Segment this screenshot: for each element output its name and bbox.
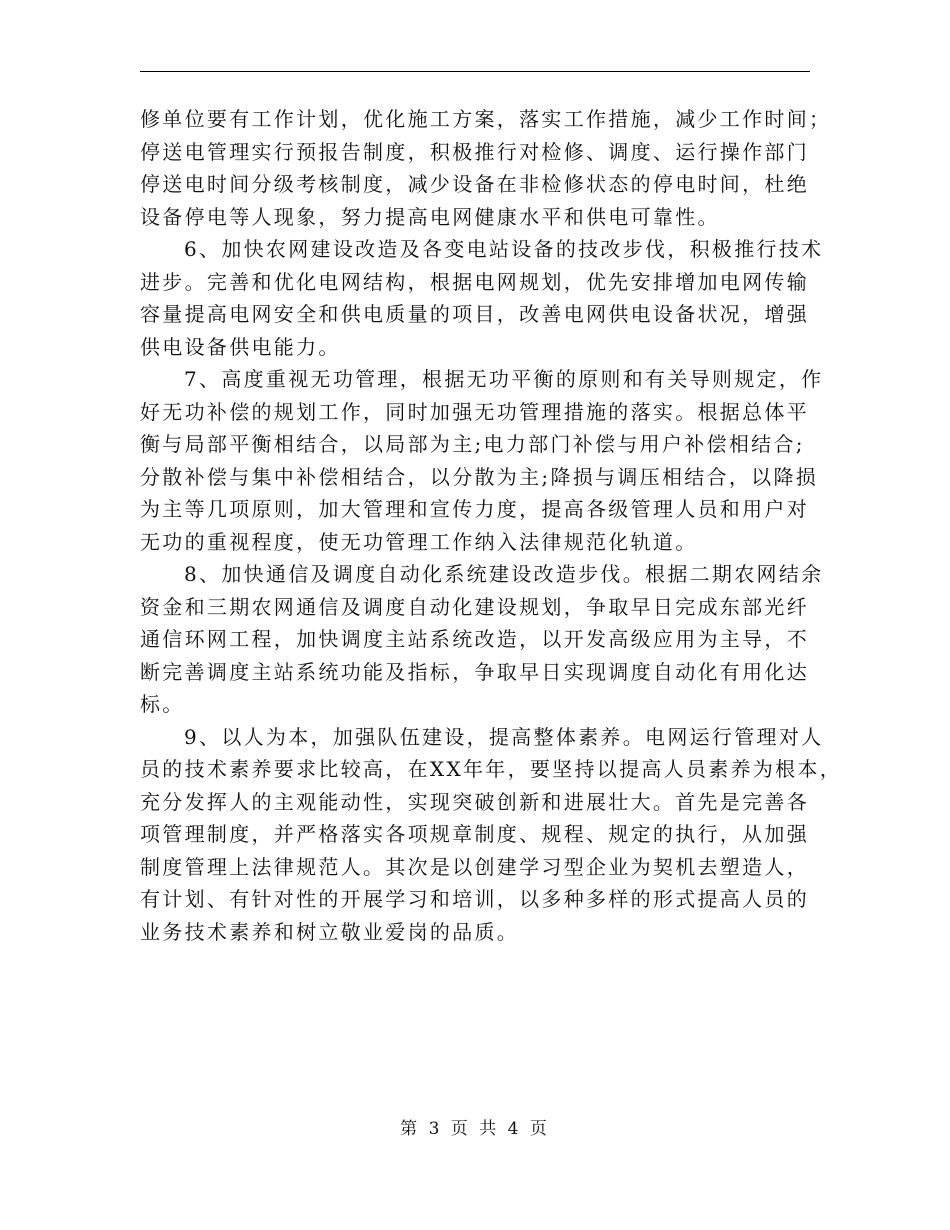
text-line: 标。 [140, 692, 185, 716]
header-rule [140, 71, 810, 72]
text-line: 有计划、有针对性的开展学习和培训，以多种多样的形式提高人员的 [140, 887, 809, 911]
text-line: 供电设备供电能力。 [140, 334, 341, 359]
text-line: 容量提高电网安全和供电质量的项目，改善电网供电设备状况，增强 [140, 302, 809, 326]
text-line: 6、加快农网建设改造及各变电站设备的技改步伐，积极推行技术 [184, 237, 824, 261]
text-line: 分散补偿与集中补偿相结合，以分散为主;降损与调压相结合，以降损 [140, 464, 819, 489]
text-line: 7、高度重视无功管理，根据无功平衡的原则和有关导则规定，作 [184, 367, 824, 391]
paragraph-item-7 [140, 363, 824, 558]
text-line: 为主等几项原则，加大管理和宣传力度，提高各级管理人员和用户对 [140, 497, 809, 521]
text-line: 项管理制度，并严格落实各项规章制度、规程、规定的执行，从加强 [140, 822, 809, 846]
text-line: 设备停电等人现象，努力提高电网健康水平和供电可靠性。 [140, 204, 720, 229]
text-line: 停送电时间分级考核制度，减少设备在非检修状态的停电时间，杜绝 [140, 172, 809, 196]
text-line: 资金和三期农网通信及调度自动化建设规划，争取早日完成东部光纤 [140, 594, 809, 619]
document-body [140, 103, 843, 948]
page-number-footer: 第 3 页 共 4 页 [400, 1119, 550, 1139]
text-line: 通信环网工程，加快调度主站系统改造，以开发高级应用为主导，不 [140, 627, 809, 651]
text-line: 制度管理上法律规范人。其次是以创建学习型企业为契机去塑造人， [140, 854, 809, 879]
text-line: 8、加快通信及调度自动化系统建设改造步伐。根据二期农网结余 [184, 562, 824, 586]
text-line: 员的技术素养要求比较高，在XX年年，要坚持以提高人员素养为根本， [140, 757, 843, 781]
text-line: 进步。完善和优化电网结构，根据电网规划，优先安排增加电网传输 [140, 269, 809, 294]
text-line: 断完善调度主站系统功能及指标，争取早日实现调度自动化有用化达 [140, 659, 809, 684]
text-line: 业务技术素养和树立敬业爱岗的品质。 [140, 919, 520, 944]
paragraph-item-6 [140, 233, 824, 363]
text-line: 衡与局部平衡相结合，以局部为主;电力部门补偿与用户补偿相结合; [140, 432, 805, 456]
paragraph-continuation [140, 103, 832, 233]
text-line: 停送电管理实行预报告制度，积极推行对检修、调度、运行操作部门 [140, 139, 809, 164]
text-line: 好无功补偿的规划工作，同时加强无功管理措施的落实。根据总体平 [140, 399, 809, 424]
text-line: 充分发挥人的主观能动性，实现突破创新和进展壮大。首先是完善各 [140, 789, 809, 814]
text-line: 9、以人为本，加强队伍建设，提高整体素养。电网运行管理对人 [184, 724, 824, 749]
text-line: 无功的重视程度，使无功管理工作纳入法律规范化轨道。 [140, 529, 698, 554]
paragraph-item-9 [140, 721, 843, 949]
paragraph-item-8 [140, 558, 824, 721]
text-line: 修单位要有工作计划，优化施工方案，落实工作措施，减少工作时间； [140, 107, 832, 131]
